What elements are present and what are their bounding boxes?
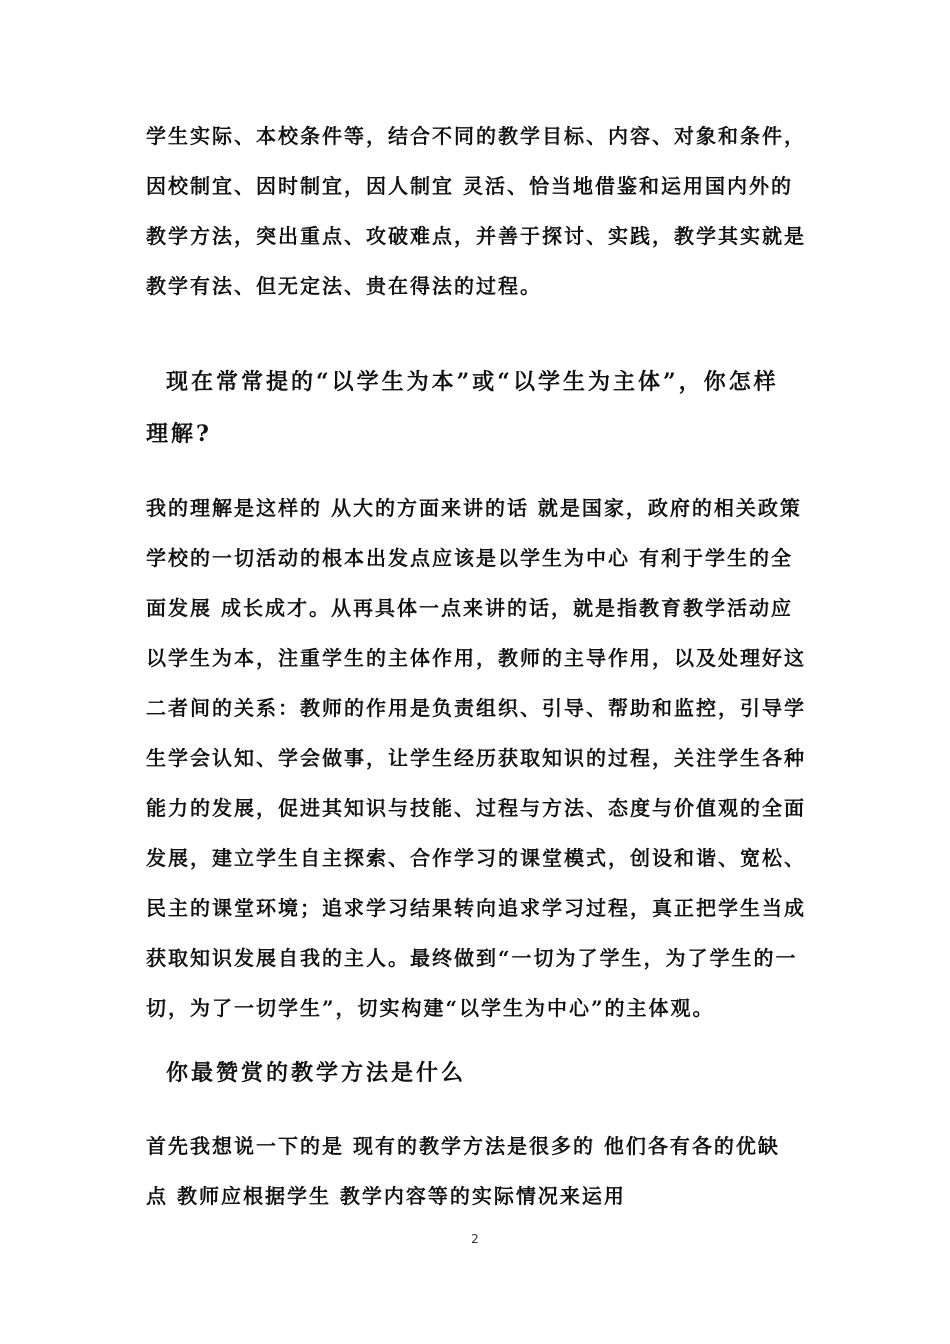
text-line: 发展，建立学生自主探索、合作学习的课堂模式，创设和谐、宽松、 [146, 846, 806, 870]
text-line: 民主的课堂环境；追求学习结果转向追求学习过程，真正把学生当成 [146, 896, 806, 920]
text-line: 首先我想说一下的是 现有的教学方法是很多的 他们各有各的优缺 [146, 1134, 780, 1158]
heading-line: 你最赞赏的教学方法是什么 [166, 1060, 467, 1086]
text-line: 我的理解是这样的 从大的方面来讲的话 就是国家，政府的相关政策 [146, 496, 802, 520]
text-line: 因校制宜、因时制宜，因人制宜 灵活、恰当地借鉴和运用国内外的 [146, 174, 793, 198]
text-line: 生学会认知、学会做事，让学生经历获取知识的过程，关注学生各种 [146, 746, 806, 770]
question-heading-student-centered [146, 356, 816, 460]
paragraph-student-centered-answer [146, 483, 816, 1033]
text-line: 以学生为本，注重学生的主体作用，教师的主导作用，以及处理好这 [146, 646, 806, 670]
text-line: 教学有法、但无定法、贵在得法的过程。 [146, 274, 542, 298]
heading-line: 理解? [146, 421, 212, 447]
page-number: 2 [471, 1232, 479, 1246]
text-line: 切，为了一切学生”，切实构建“以学生为中心”的主体观。 [146, 996, 715, 1020]
text-line: 教学方法，突出重点、攻破难点，并善于探讨、实践，教学其实就是 [146, 224, 806, 248]
text-line: 二者间的关系：教师的作用是负责组织、引导、帮助和监控，引导学 [146, 696, 806, 720]
text-line: 能力的发展，促进其知识与技能、过程与方法、态度与价值观的全面 [146, 796, 806, 820]
paragraph-favorite-method-answer [146, 1121, 816, 1221]
heading-line: 现在常常提的“以学生为本”或“以学生为主体”，你怎样 [166, 369, 779, 395]
text-line: 点 教师应根据学生 教学内容等的实际情况来运用 [146, 1184, 626, 1208]
text-line: 面发展 成长成才。从再具体一点来讲的话，就是指教育教学活动应 [146, 596, 793, 620]
text-line: 学校的一切活动的根本出发点应该是以学生为中心 有利于学生的全 [146, 546, 793, 570]
question-heading-favorite-method [146, 1047, 816, 1099]
text-line: 学生实际、本校条件等，结合不同的教学目标、内容、对象和条件， [146, 124, 806, 148]
paragraph-teaching-methods [146, 111, 816, 311]
text-line: 获取知识发展自我的主人。最终做到“一切为了学生，为了学生的一 [146, 946, 798, 970]
